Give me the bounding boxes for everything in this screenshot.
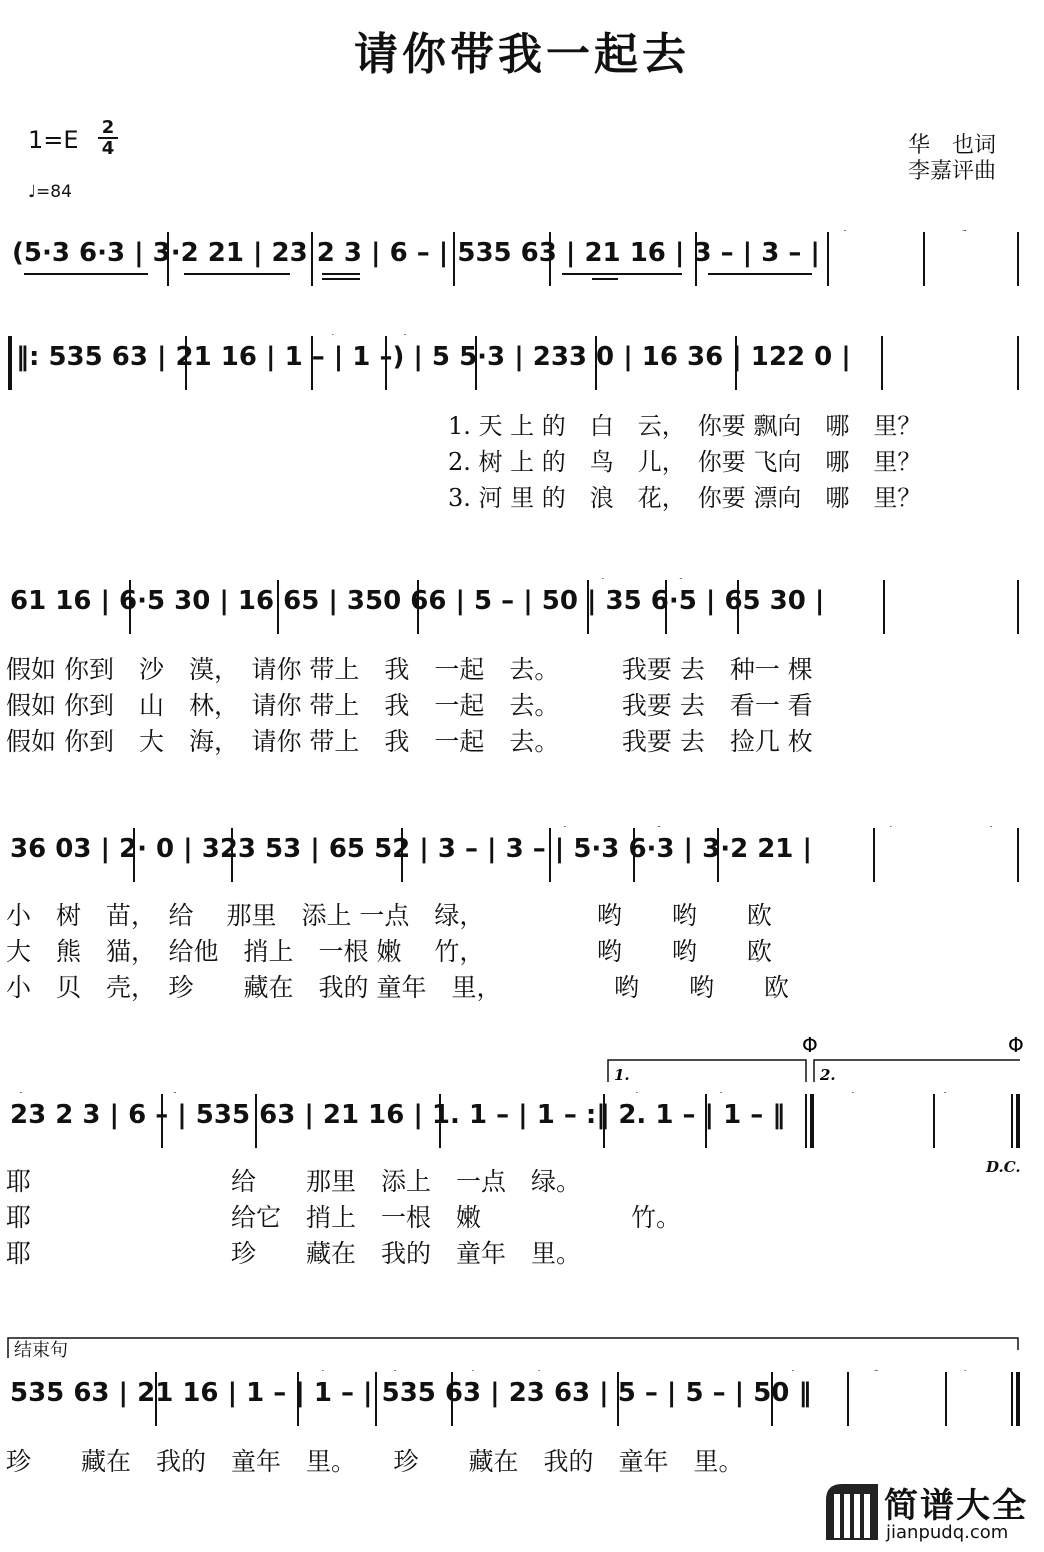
volta-1-label: 1. (614, 1066, 630, 1084)
lyric-line-3-verse-1: 假如 你到 沙 漠， 请你 带上 我 一起 去。 我要 去 种一 棵 (6, 655, 813, 684)
lyric-line-5-verse-2: 耶 给它 捎上 一根 嫩 竹。 (6, 1203, 682, 1232)
volta-2-label: 2. (820, 1066, 836, 1084)
notation-line-5: 23 2 3 | 6 – | 535 63 | 21 16 | 1. 1 – | 1 – :‖ 2. 1 – | 1 – ‖ (10, 1100, 786, 1130)
lyric-line-6: 珍 藏在 我的 童年 里。 珍 藏在 我的 童年 里。 (6, 1447, 744, 1476)
volta-brackets (0, 1030, 1044, 1086)
notation-line-3: 61 16 | 6·5 30 | 16 65 | 350 66 | 5 – | 50 | 35 6·5 | 65 30 | (10, 586, 825, 616)
score-system-2 (6, 334, 1038, 394)
lyric-line-3-verse-2: 假如 你到 山 林， 请你 带上 我 一起 去。 我要 去 看一 看 (6, 691, 813, 720)
watermark-url: jianpudq.com (886, 1522, 1009, 1543)
tempo-marking: ♩=84 (28, 182, 72, 202)
coda-symbol-2: Φ (1008, 1033, 1024, 1057)
notation-line-4: 36 03 | 2· 0 | 323 53 | 65 52 | 3 – | 3 – | 5·3 6·3 | 3·2 21 | (10, 834, 812, 864)
time-signature-bottom: 4 (101, 138, 115, 159)
lyric-line-2-verse-3: 3. 河 里 的 浪 花， 你要 漂向 哪 里？ (448, 484, 922, 512)
lyric-line-4-verse-1: 小 树 苗， 给 那里 添上 一点 绿， 哟 哟 欧 (6, 901, 772, 930)
lyric-line-5-verse-1: 耶 给 那里 添上 一点 绿。 (6, 1167, 582, 1196)
piano-keys-logo (822, 1480, 882, 1544)
notation-line-1: (5·3 6·3 | 3·2 21 | 23 2 3 | 6 – | 535 63 | 21 16 | 3 – | 3 – | (12, 238, 820, 268)
watermark-title: 简谱大全 (884, 1486, 1028, 1526)
lyric-line-5-verse-3: 耶 珍 藏在 我的 童年 里。 (6, 1239, 582, 1268)
ending-bracket (0, 1330, 1044, 1360)
notation-line-6: 535 63 | 21 16 | 1 – | 1 – | 535 63 | 23 63 | 5 – | 5 – | 50 ‖ (10, 1378, 812, 1408)
notation-line-2: ‖: 535 63 | 21 16 | 1 – | 1 –) | 5 5·3 | 233 0 | 16 36 | 122 0 | (16, 342, 851, 372)
score-system-5 (6, 1092, 1038, 1152)
time-signature-top: 2 (101, 117, 115, 138)
coda-symbol-1: Φ (802, 1033, 818, 1057)
score-system-1 (6, 230, 1038, 290)
lyricist-credit: 华 也词 (907, 133, 996, 158)
song-title: 请你带我一起去 (354, 29, 690, 80)
key-signature: 1=E (28, 126, 79, 154)
composer-credit: 李嘉评曲 (907, 159, 996, 184)
score-system-3 (6, 578, 1038, 638)
lyric-line-4-verse-2: 大 熊 猫， 给他 捎上 一根 嫩 竹， 哟 哟 欧 (6, 937, 772, 966)
lyric-line-3-verse-3: 假如 你到 大 海， 请你 带上 我 一起 去。 我要 去 捡几 枚 (6, 727, 813, 756)
lyric-line-2-verse-2: 2. 树 上 的 鸟 儿， 你要 飞向 哪 里？ (448, 448, 922, 476)
lyric-line-4-verse-3: 小 贝 壳， 珍 藏在 我的 童年 里， 哟 哟 欧 (6, 973, 789, 1002)
lyric-line-2-verse-1: 1. 天 上 的 白 云， 你要 飘向 哪 里？ (448, 412, 922, 440)
dc-marking: D.C. (986, 1158, 1021, 1176)
score-system-6 (6, 1370, 1038, 1430)
score-system-4 (6, 826, 1038, 886)
ending-label: 结束句 (14, 1340, 68, 1361)
time-signature (98, 118, 118, 158)
